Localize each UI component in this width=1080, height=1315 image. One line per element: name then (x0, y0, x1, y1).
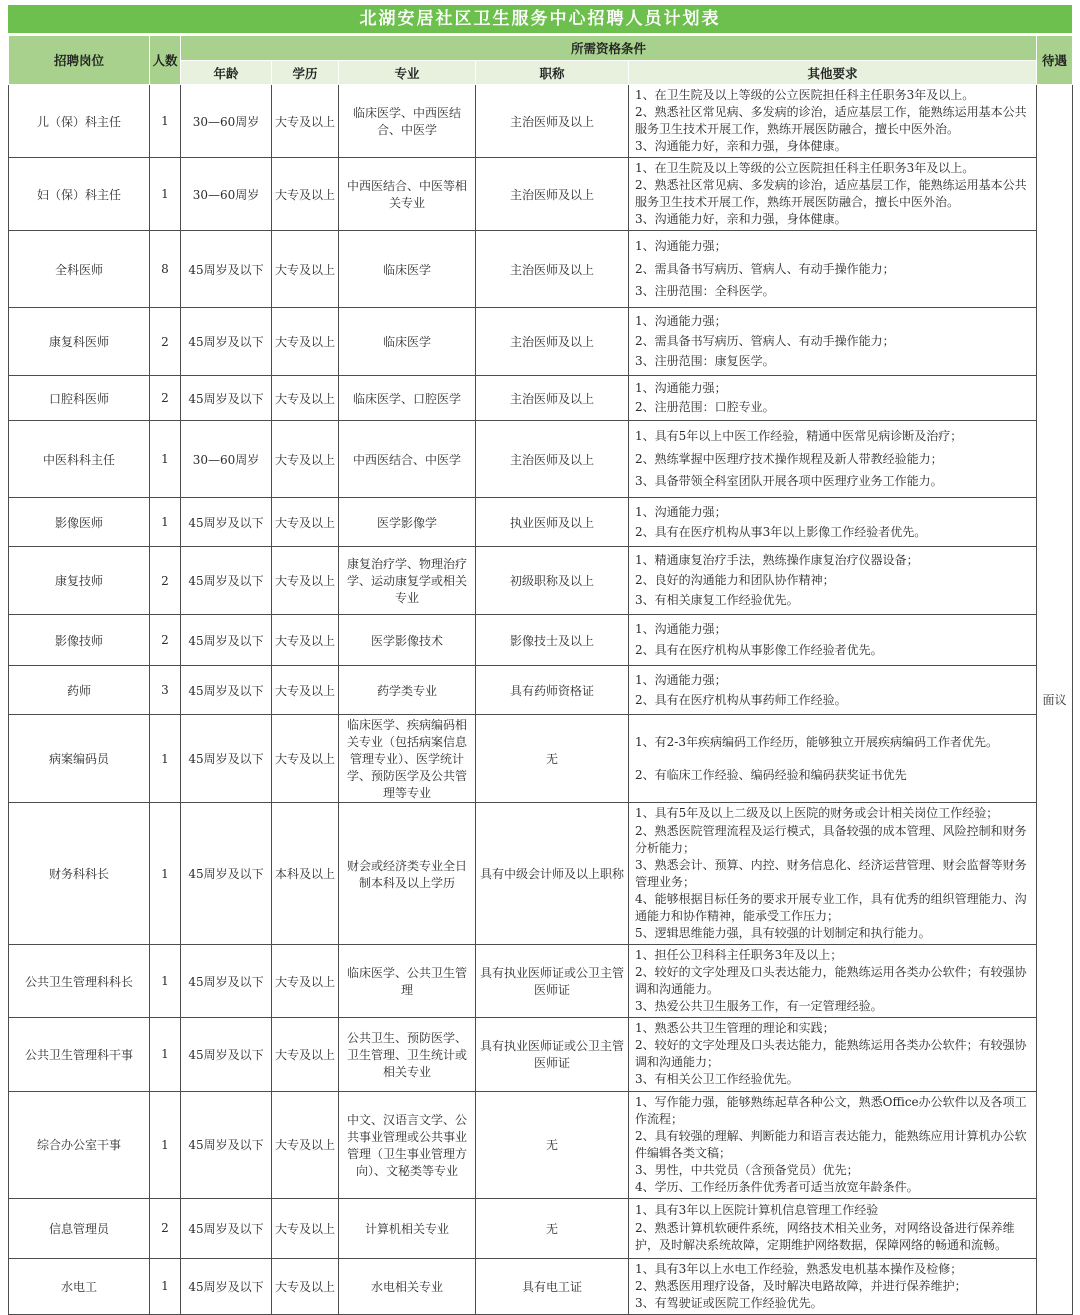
age-cell: 45周岁及以下 (181, 1018, 272, 1091)
age-cell: 45周岁及以下 (181, 547, 272, 615)
count-cell: 2 (150, 615, 181, 666)
count-cell: 1 (150, 498, 181, 547)
job-title-cell: 无 (476, 1198, 629, 1258)
position-cell: 影像医师 (9, 498, 150, 547)
job-title-cell: 初级职称及以上 (476, 547, 629, 615)
count-cell: 1 (150, 1091, 181, 1198)
table-row (9, 803, 1073, 945)
header-education: 学历 (272, 61, 339, 85)
age-cell: 45周岁及以下 (181, 945, 272, 1018)
table-row (9, 85, 1073, 158)
job-title-cell: 主治医师及以上 (476, 308, 629, 376)
job-title-cell: 主治医师及以上 (476, 421, 629, 498)
major-cell: 中文、汉语言文学、公共事业管理或公共事业管理（卫生事业管理方向）、文秘类等专业 (339, 1091, 476, 1198)
requirements-list: 1、写作能力强，能够熟练起草各种公文，熟悉Office办公软件以及各项工作流程； 2、具有较强的理解、判断能力和语言表达能力，能熟练应用计算机办公软件编辑各类文稿； 3、男性，中共党员（含预备党员）优先； 4、学历、工作经历条件优秀者可适当放宽年龄条件。 (635, 1094, 1027, 1194)
header-qualifications: 所需资格条件 (181, 36, 1037, 61)
position-cell: 口腔科医师 (9, 376, 150, 421)
major-cell: 计算机相关专业 (339, 1198, 476, 1258)
position-cell: 水电工 (9, 1258, 150, 1314)
major-cell: 中西医结合、中医等相关专业 (339, 158, 476, 231)
count-cell: 1 (150, 158, 181, 231)
header-count: 人数 (150, 36, 181, 85)
requirements-cell (629, 376, 1037, 421)
job-title-cell: 主治医师及以上 (476, 231, 629, 308)
recruitment-table (8, 35, 1073, 1315)
requirements-list: 1、有2-3年疾病编码工作经历，能够独立开展疾病编码工作者优先。 2、有临床工作经验、编码经验和编码获奖证书优先 (635, 734, 998, 782)
major-cell: 药学类专业 (339, 666, 476, 715)
requirements-list: 1、担任公卫科科主任职务3年及以上； 2、较好的文字处理及口头表达能力，能熟练运用各类办公软件；有较强协调和沟通能力。 3、热爱公共卫生服务工作，有一定管理经验。 (635, 948, 1027, 1014)
age-cell: 45周岁及以下 (181, 308, 272, 376)
education-cell: 本科及以上 (272, 803, 339, 945)
education-cell: 大专及以上 (272, 498, 339, 547)
table-row (9, 376, 1073, 421)
job-title-cell: 无 (476, 715, 629, 803)
requirements-cell (629, 1091, 1037, 1198)
major-cell: 临床医学 (339, 231, 476, 308)
age-cell: 45周岁及以下 (181, 1091, 272, 1198)
requirements-list: 1、沟通能力强； 2、需具备书写病历、管病人、有动手操作能力； 3、注册范围：全科医学。 (635, 239, 895, 298)
age-cell: 45周岁及以下 (181, 615, 272, 666)
age-cell: 45周岁及以下 (181, 376, 272, 421)
major-cell: 临床医学、口腔医学 (339, 376, 476, 421)
page-title: 北湖安居社区卫生服务中心招聘人员计划表 (8, 5, 1072, 33)
header-position: 招聘岗位 (9, 36, 150, 85)
requirements-list: 1、沟通能力强； 2、注册范围：口腔专业。 (635, 381, 775, 415)
table-row (9, 666, 1073, 715)
position-cell: 中医科科主任 (9, 421, 150, 498)
job-title-cell: 具有执业医师证或公卫主管医师证 (476, 1018, 629, 1091)
major-cell: 中西医结合、中医学 (339, 421, 476, 498)
age-cell: 45周岁及以下 (181, 1198, 272, 1258)
requirements-list: 1、具有3年以上水电工作经验，熟悉发电机基本操作及检修； 2、熟悉医用理疗设备，及时解决电路故障，并进行保养维护； 3、有驾驶证或医院工作经验优先。 (635, 1261, 967, 1310)
position-cell: 病案编码员 (9, 715, 150, 803)
table-row (9, 715, 1073, 803)
requirements-cell (629, 158, 1037, 231)
position-cell: 影像技师 (9, 615, 150, 666)
position-cell: 信息管理员 (9, 1198, 150, 1258)
age-cell: 30—60周岁 (181, 421, 272, 498)
job-title-cell: 主治医师及以上 (476, 85, 629, 158)
count-cell: 1 (150, 85, 181, 158)
education-cell: 大专及以上 (272, 1198, 339, 1258)
job-title-cell: 具有执业医师证或公卫主管医师证 (476, 945, 629, 1018)
education-cell: 大专及以上 (272, 376, 339, 421)
age-cell: 45周岁及以下 (181, 715, 272, 803)
count-cell: 3 (150, 666, 181, 715)
job-title-cell: 无 (476, 1091, 629, 1198)
header-other-requirements: 其他要求 (629, 61, 1037, 85)
requirements-list: 1、熟悉公共卫生管理的理论和实践； 2、较好的文字处理及口头表达能力，能熟练运用各类办公软件；有较强协调和沟通能力； 3、有相关公卫工作经验优先。 (635, 1021, 1027, 1087)
header-row-main (9, 36, 1073, 61)
requirements-list: 1、具有5年以上中医工作经验，精通中医常见病诊断及治疗； 2、熟练掌握中医理疗技术操作规程及新人带教经验能力； 3、具备带领全科室团队开展各项中医理疗业务工作能力。 (635, 429, 963, 488)
count-cell: 1 (150, 1258, 181, 1314)
education-cell: 大专及以上 (272, 945, 339, 1018)
age-cell: 45周岁及以下 (181, 231, 272, 308)
job-title-cell: 主治医师及以上 (476, 158, 629, 231)
table-row (9, 1258, 1073, 1314)
requirements-list: 1、沟通能力强； 2、需具备书写病历、管病人、有动手操作能力； 3、注册范围：康复医学。 (635, 314, 895, 369)
requirements-cell (629, 1258, 1037, 1314)
header-job-title: 职称 (476, 61, 629, 85)
requirements-cell (629, 615, 1037, 666)
position-cell: 财务科科长 (9, 803, 150, 945)
age-cell: 45周岁及以下 (181, 803, 272, 945)
requirements-cell (629, 85, 1037, 158)
count-cell: 2 (150, 308, 181, 376)
requirements-list: 1、沟通能力强； 2、具有在医疗机构从事药师工作经验。 (635, 672, 847, 707)
education-cell: 大专及以上 (272, 615, 339, 666)
header-salary: 待遇 (1037, 36, 1073, 85)
table-row (9, 547, 1073, 615)
age-cell: 45周岁及以下 (181, 1258, 272, 1314)
education-cell: 大专及以上 (272, 85, 339, 158)
major-cell: 水电相关专业 (339, 1258, 476, 1314)
major-cell: 公共卫生、预防医学、卫生管理、卫生统计或相关专业 (339, 1018, 476, 1091)
requirements-list: 1、具有3年以上医院计算机信息管理工作经验 2、熟悉计算机软硬件系统，网络技术相关业务，对网络设备进行保养维护，及时解决系统故障，定期维护网络数据，保障网络的畅通和流畅。 (635, 1202, 1015, 1253)
requirements-cell (629, 803, 1037, 945)
count-cell: 8 (150, 231, 181, 308)
position-cell: 公共卫生管理科干事 (9, 1018, 150, 1091)
requirements-cell (629, 1198, 1037, 1258)
requirements-cell (629, 715, 1037, 803)
position-cell: 公共卫生管理科科长 (9, 945, 150, 1018)
position-cell: 康复科医师 (9, 308, 150, 376)
table-row (9, 615, 1073, 666)
job-title-cell: 具有中级会计师及以上职称 (476, 803, 629, 945)
count-cell: 2 (150, 376, 181, 421)
requirements-list: 1、精通康复治疗手法，熟练操作康复治疗仪器设备； 2、良好的沟通能力和团队协作精神； 3、有相关康复工作经验优先。 (635, 553, 919, 608)
table-row (9, 158, 1073, 231)
major-cell: 临床医学、公共卫生管理 (339, 945, 476, 1018)
table-body (9, 85, 1073, 1315)
salary-cell: 面议 (1037, 85, 1073, 1315)
requirements-cell (629, 308, 1037, 376)
table-row (9, 308, 1073, 376)
age-cell: 45周岁及以下 (181, 666, 272, 715)
requirements-list: 1、沟通能力强； 2、具有在医疗机构从事影像工作经验者优先。 (635, 622, 883, 658)
education-cell: 大专及以上 (272, 158, 339, 231)
position-cell: 药师 (9, 666, 150, 715)
count-cell: 1 (150, 421, 181, 498)
education-cell: 大专及以上 (272, 308, 339, 376)
age-cell: 30—60周岁 (181, 85, 272, 158)
major-cell: 财会或经济类专业全日制本科及以上学历 (339, 803, 476, 945)
requirements-cell (629, 231, 1037, 308)
count-cell: 1 (150, 1018, 181, 1091)
count-cell: 1 (150, 945, 181, 1018)
requirements-list: 1、具有5年及以上二级及以上医院的财务或会计相关岗位工作经验； 2、熟悉医院管理流程及运行模式，具备较强的成本管理、风险控制和财务分析能力； 3、熟悉会计、预算、内控、财务信息化、经济运营管理、财会监督等财务管理业务； 4、能够根据目标任务的要求开展专业工作，具有优秀的组织管理能力、沟通能力和协作精神，能承受工作压力； 5、逻辑思维能力强，具有较强的计划制定和执行能力。 (635, 806, 1027, 941)
job-title-cell: 主治医师及以上 (476, 376, 629, 421)
requirements-cell (629, 1018, 1037, 1091)
age-cell: 30—60周岁 (181, 158, 272, 231)
requirements-cell (629, 498, 1037, 547)
requirements-list: 1、沟通能力强； 2、具有在医疗机构从事3年以上影像工作经验者优先。 (635, 504, 927, 539)
table-row (9, 1198, 1073, 1258)
major-cell: 临床医学、疾病编码相关专业（包括病案信息管理专业）、医学统计学、预防医学及公共管理等专业 (339, 715, 476, 803)
table-row (9, 421, 1073, 498)
education-cell: 大专及以上 (272, 1018, 339, 1091)
requirements-cell (629, 421, 1037, 498)
job-title-cell: 影像技士及以上 (476, 615, 629, 666)
count-cell: 1 (150, 803, 181, 945)
position-cell: 全科医师 (9, 231, 150, 308)
major-cell: 医学影像技术 (339, 615, 476, 666)
header-age: 年龄 (181, 61, 272, 85)
job-title-cell: 具有电工证 (476, 1258, 629, 1314)
education-cell: 大专及以上 (272, 666, 339, 715)
table-row (9, 498, 1073, 547)
requirements-list: 1、在卫生院及以上等级的公立医院担任科主任职务3年及以上。 2、熟悉社区常见病、多发病的诊治，适应基层工作，能熟练运用基本公共服务卫生技术开展工作，熟练开展医防融合，擅长中医外治。 3、沟通能力好，亲和力强，身体健康。 (635, 161, 1027, 227)
requirements-cell (629, 945, 1037, 1018)
major-cell: 医学影像学 (339, 498, 476, 547)
requirements-cell (629, 666, 1037, 715)
age-cell: 45周岁及以下 (181, 498, 272, 547)
major-cell: 临床医学 (339, 308, 476, 376)
table-header (9, 36, 1073, 85)
count-cell: 2 (150, 1198, 181, 1258)
table-row (9, 231, 1073, 308)
table-row (9, 1091, 1073, 1198)
table-row (9, 1018, 1073, 1091)
position-cell: 妇（保）科主任 (9, 158, 150, 231)
requirements-list: 1、在卫生院及以上等级的公立医院担任科主任职务3年及以上。 2、熟悉社区常见病、多发病的诊治，适应基层工作，能熟练运用基本公共服务卫生技术开展工作，熟练开展医防融合，擅长中医外治。 3、沟通能力好，亲和力强，身体健康。 (635, 88, 1027, 154)
job-title-cell: 具有药师资格证 (476, 666, 629, 715)
major-cell: 康复治疗学、物理治疗学、运动康复学或相关专业 (339, 547, 476, 615)
education-cell: 大专及以上 (272, 231, 339, 308)
education-cell: 大专及以上 (272, 547, 339, 615)
position-cell: 儿（保）科主任 (9, 85, 150, 158)
education-cell: 大专及以上 (272, 421, 339, 498)
requirements-cell (629, 547, 1037, 615)
position-cell: 综合办公室干事 (9, 1091, 150, 1198)
education-cell: 大专及以上 (272, 715, 339, 803)
major-cell: 临床医学、中西医结合、中医学 (339, 85, 476, 158)
education-cell: 大专及以上 (272, 1258, 339, 1314)
header-major: 专业 (339, 61, 476, 85)
table-row (9, 945, 1073, 1018)
count-cell: 2 (150, 547, 181, 615)
job-title-cell: 执业医师及以上 (476, 498, 629, 547)
education-cell: 大专及以上 (272, 1091, 339, 1198)
count-cell: 1 (150, 715, 181, 803)
position-cell: 康复技师 (9, 547, 150, 615)
